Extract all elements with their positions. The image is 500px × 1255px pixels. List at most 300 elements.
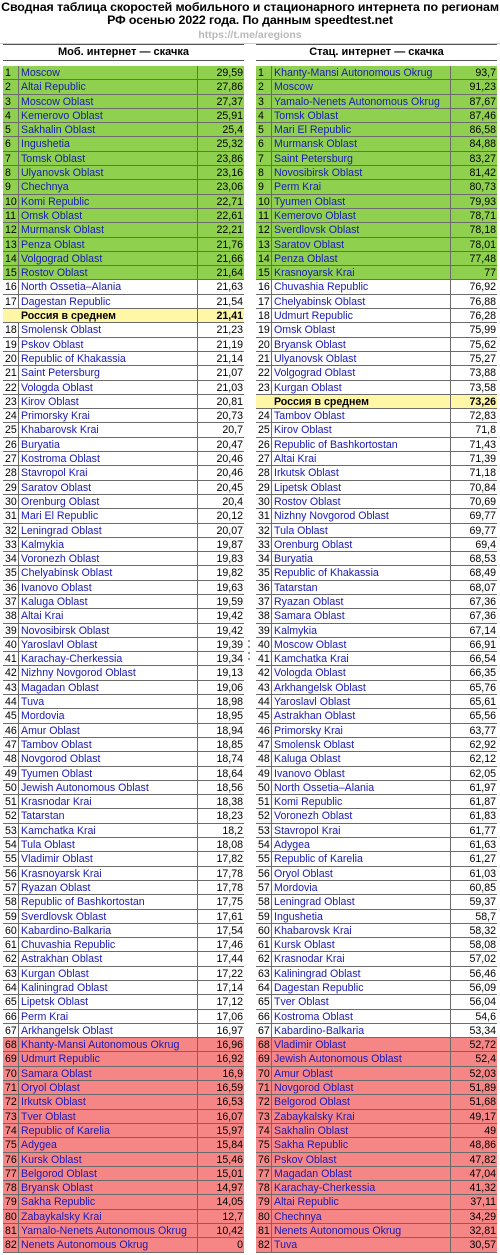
table-row xyxy=(256,495,497,509)
table-row xyxy=(256,581,497,595)
speed-cell: 16,9 xyxy=(222,1067,243,1080)
speed-cell: 61,03 xyxy=(469,867,496,880)
table-row xyxy=(256,152,497,166)
region-cell: Mari El Republic xyxy=(19,509,198,522)
rank-cell: 30 xyxy=(3,495,19,508)
speed-cell: 27,86 xyxy=(216,81,243,94)
rank-cell: 27 xyxy=(3,452,19,465)
rank-cell: 36 xyxy=(3,581,19,594)
table-row xyxy=(256,695,497,709)
region-cell: Sakhalin Oblast xyxy=(19,123,198,136)
speed-cell: 17,44 xyxy=(216,953,243,966)
region-cell: Irkutsk Oblast xyxy=(272,466,451,479)
rank-cell: 42 xyxy=(256,666,272,679)
speed-cell: 20,46 xyxy=(216,467,243,480)
rank-cell: 46 xyxy=(3,724,19,737)
rank-cell: 75 xyxy=(3,1138,19,1151)
speed-cell: 65,61 xyxy=(469,696,496,709)
region-cell: Tatarstan xyxy=(272,581,451,594)
region-cell: Lipetsk Oblast xyxy=(19,995,198,1008)
speed-cell: 65,76 xyxy=(469,681,496,694)
region-cell: Chuvashia Republic xyxy=(272,280,451,293)
region-cell: Krasnoyarsk Krai xyxy=(272,266,451,279)
table-row xyxy=(256,852,497,866)
region-cell: Kurgan Oblast xyxy=(19,967,198,980)
rank-cell: 10 xyxy=(3,195,19,208)
rank-cell: 17 xyxy=(256,295,272,308)
table-row xyxy=(3,595,244,609)
rank-cell: 2 xyxy=(3,80,19,93)
rank-cell: 49 xyxy=(256,767,272,780)
region-cell: Kalmykia xyxy=(19,538,198,551)
region-cell: Nizhny Novgorod Oblast xyxy=(272,509,451,522)
region-cell: Sakhalin Oblast xyxy=(272,1124,451,1137)
speed-cell: 51,68 xyxy=(469,1096,496,1109)
rank-cell: 29 xyxy=(3,481,19,494)
rank-cell: 70 xyxy=(256,1067,272,1080)
rank-cell: 21 xyxy=(256,352,272,365)
region-cell: Perm Krai xyxy=(272,180,451,193)
speed-cell: 18,94 xyxy=(216,724,243,737)
table-row xyxy=(256,609,497,623)
table-row xyxy=(256,423,497,437)
region-cell: Astrakhan Oblast xyxy=(19,952,198,965)
rank-cell: 79 xyxy=(256,1195,272,1208)
rank-cell: 64 xyxy=(256,981,272,994)
speed-cell: 0 xyxy=(237,1239,243,1252)
table-row xyxy=(256,952,497,966)
rank-cell: 47 xyxy=(256,738,272,751)
region-cell: Dagestan Republic xyxy=(19,295,198,308)
table-row xyxy=(256,1124,497,1138)
speed-cell: 37,11 xyxy=(470,1196,496,1209)
region-cell: Nenets Autonomous Okrug xyxy=(272,1224,451,1237)
rank-cell: 6 xyxy=(3,137,19,150)
speed-cell: 61,83 xyxy=(469,810,496,823)
table-row xyxy=(3,180,244,194)
region-cell: Murmansk Oblast xyxy=(19,223,198,236)
speed-cell: 66,91 xyxy=(469,638,496,651)
speed-cell: 12,7 xyxy=(222,1210,243,1223)
table-row xyxy=(3,566,244,580)
table-row xyxy=(256,824,497,838)
table-row xyxy=(3,881,244,895)
table-row xyxy=(256,338,497,352)
rank-cell xyxy=(256,395,272,408)
table-row xyxy=(256,524,497,538)
rank-cell: 74 xyxy=(3,1124,19,1137)
table-row xyxy=(3,1210,244,1224)
speed-cell: 20,73 xyxy=(216,410,243,423)
region-cell: Vologda Oblast xyxy=(19,381,198,394)
speed-cell: 52,72 xyxy=(469,1039,496,1052)
rank-cell: 35 xyxy=(256,566,272,579)
table-row xyxy=(256,895,497,909)
region-cell: Volgograd Oblast xyxy=(272,366,451,379)
table-row xyxy=(256,981,497,995)
speed-cell: 62,92 xyxy=(469,738,496,751)
table-row xyxy=(3,1138,244,1152)
table-row xyxy=(256,767,497,781)
region-cell: Krasnoyarsk Krai xyxy=(19,867,198,880)
speed-cell: 61,63 xyxy=(469,839,496,852)
speed-cell: 79,93 xyxy=(469,195,496,208)
region-cell: Chuvashia Republic xyxy=(19,938,198,951)
region-cell: Kostroma Oblast xyxy=(19,452,198,465)
table-row xyxy=(3,552,244,566)
rank-cell: 57 xyxy=(256,881,272,894)
speed-cell: 68,07 xyxy=(469,581,496,594)
speed-cell: 87,46 xyxy=(469,109,496,122)
table-row xyxy=(256,66,497,80)
table-row xyxy=(256,795,497,809)
rank-cell: 22 xyxy=(3,381,19,394)
table-row xyxy=(3,824,244,838)
table-row xyxy=(256,1224,497,1238)
region-cell: Tver Oblast xyxy=(272,995,451,1008)
speed-cell: 73,58 xyxy=(469,381,496,394)
table-row xyxy=(256,323,497,337)
average-row xyxy=(256,395,497,409)
rank-cell: 2 xyxy=(256,80,272,93)
rank-cell: 57 xyxy=(3,881,19,894)
rank-cell: 67 xyxy=(3,1024,19,1037)
region-cell: Saint Petersburg xyxy=(272,152,451,165)
region-cell: Kursk Oblast xyxy=(272,938,451,951)
region-cell: Samara Oblast xyxy=(19,1067,198,1080)
speed-cell: 22,71 xyxy=(216,195,243,208)
speed-cell: 67,36 xyxy=(469,595,496,608)
region-cell: Tyumen Oblast xyxy=(19,767,198,780)
region-cell: Krasnodar Krai xyxy=(272,952,451,965)
table-row xyxy=(256,752,497,766)
rank-cell: 38 xyxy=(256,609,272,622)
region-cell: Adygea xyxy=(272,838,451,851)
rank-cell: 1 xyxy=(256,66,272,79)
rank-cell: 24 xyxy=(3,409,19,422)
rank-cell: 82 xyxy=(3,1238,19,1251)
table-row xyxy=(256,924,497,938)
table-row xyxy=(3,838,244,852)
rank-cell: 80 xyxy=(3,1210,19,1223)
region-cell: Murmansk Oblast xyxy=(272,137,451,150)
rank-cell: 53 xyxy=(3,824,19,837)
table-row xyxy=(256,938,497,952)
speed-cell: 49 xyxy=(484,1124,496,1137)
region-cell: Kaluga Oblast xyxy=(272,752,451,765)
table-row xyxy=(256,809,497,823)
fixed-download-table xyxy=(256,44,497,1253)
table-row xyxy=(256,352,497,366)
speed-cell: 80,73 xyxy=(469,181,496,194)
region-cell: Novosibirsk Oblast xyxy=(272,166,451,179)
region-cell: Penza Oblast xyxy=(272,252,451,265)
rank-cell: 15 xyxy=(3,266,19,279)
region-cell: Moscow xyxy=(272,80,451,93)
rank-cell: 14 xyxy=(256,252,272,265)
region-cell: Novgorod Oblast xyxy=(19,752,198,765)
table-row xyxy=(3,395,244,409)
rank-cell: 55 xyxy=(3,852,19,865)
rank-cell: 21 xyxy=(3,366,19,379)
region-cell: Buryatia xyxy=(19,438,198,451)
table-row xyxy=(3,495,244,509)
average-row xyxy=(3,309,244,323)
rank-cell: 16 xyxy=(256,280,272,293)
speed-cell: 58,7 xyxy=(475,910,496,923)
region-cell: Kabardino-Balkaria xyxy=(19,924,198,937)
speed-cell: 87,67 xyxy=(469,95,496,108)
table-row xyxy=(256,266,497,280)
table-row xyxy=(3,1095,244,1109)
speed-cell: 18,56 xyxy=(216,781,243,794)
rank-cell: 47 xyxy=(3,738,19,751)
table-row xyxy=(3,538,244,552)
rank-cell: 4 xyxy=(3,109,19,122)
rank-cell: 81 xyxy=(256,1224,272,1237)
region-cell: Россия в среднем xyxy=(272,395,451,408)
region-cell: Kaliningrad Oblast xyxy=(19,981,198,994)
speed-cell: 17,06 xyxy=(216,1010,243,1023)
speed-cell: 19,42 xyxy=(216,624,243,637)
table-row xyxy=(256,209,497,223)
region-cell: Nizhny Novgorod Oblast xyxy=(19,666,198,679)
region-cell: Oryol Oblast xyxy=(272,867,451,880)
rank-cell: 7 xyxy=(3,152,19,165)
rank-cell: 11 xyxy=(256,209,272,222)
region-cell: Pskov Oblast xyxy=(19,338,198,351)
region-cell: Tambov Oblast xyxy=(19,738,198,751)
speed-cell: 71,18 xyxy=(469,467,496,480)
table-row xyxy=(256,867,497,881)
speed-cell: 20,07 xyxy=(216,524,243,537)
speed-cell: 70,69 xyxy=(469,495,496,508)
speed-cell: 58,32 xyxy=(469,924,496,937)
rank-cell: 31 xyxy=(256,509,272,522)
speed-cell: 17,22 xyxy=(216,967,243,980)
table-row xyxy=(256,466,497,480)
region-cell: Khanty-Mansi Autonomous Okrug xyxy=(272,66,451,79)
table-row xyxy=(3,1195,244,1209)
region-cell: Mari El Republic xyxy=(272,123,451,136)
rank-cell: 40 xyxy=(3,638,19,651)
rank-cell: 60 xyxy=(3,924,19,937)
table-row xyxy=(3,1038,244,1052)
speed-cell: 61,27 xyxy=(469,853,496,866)
region-cell: Irkutsk Oblast xyxy=(19,1095,198,1108)
table-row xyxy=(256,137,497,151)
rank-cell: 24 xyxy=(256,409,272,422)
speed-cell: 83,27 xyxy=(469,152,496,165)
table-row xyxy=(3,438,244,452)
region-cell: Kostroma Oblast xyxy=(272,1010,451,1023)
rank-cell: 41 xyxy=(256,652,272,665)
region-cell: Orenburg Oblast xyxy=(19,495,198,508)
table-row xyxy=(256,1052,497,1066)
table-row xyxy=(256,95,497,109)
region-cell: Smolensk Oblast xyxy=(19,323,198,336)
rank-cell: 62 xyxy=(256,952,272,965)
rank-cell: 44 xyxy=(256,695,272,708)
table-row xyxy=(3,967,244,981)
table-row xyxy=(256,652,497,666)
region-cell: Udmurt Republic xyxy=(272,309,451,322)
speed-cell: 68,49 xyxy=(469,567,496,580)
speed-cell: 23,06 xyxy=(216,181,243,194)
table-row xyxy=(3,381,244,395)
rank-cell: 11 xyxy=(3,209,19,222)
speed-cell: 52,03 xyxy=(469,1067,496,1080)
table-row xyxy=(3,952,244,966)
table-row xyxy=(256,1153,497,1167)
rank-cell: 27 xyxy=(256,452,272,465)
speed-cell: 29,59 xyxy=(216,67,243,79)
rank-cell: 28 xyxy=(256,466,272,479)
table-row xyxy=(256,910,497,924)
region-cell: Karachay-Cherkessia xyxy=(19,652,198,665)
table-row xyxy=(256,1010,497,1024)
speed-cell: 16,96 xyxy=(216,1039,243,1052)
region-cell: Omsk Oblast xyxy=(272,323,451,336)
table-row xyxy=(256,552,497,566)
region-cell: Krasnodar Krai xyxy=(19,795,198,808)
region-cell: Rostov Oblast xyxy=(19,266,198,279)
rank-cell: 68 xyxy=(3,1038,19,1051)
speed-cell: 19,13 xyxy=(216,667,243,680)
table-row xyxy=(3,524,244,538)
speed-cell: 16,97 xyxy=(216,1024,243,1037)
region-cell: Magadan Oblast xyxy=(272,1167,451,1180)
rank-cell: 62 xyxy=(3,952,19,965)
channel-link[interactable]: https://t.me/aregions xyxy=(198,29,302,41)
region-cell: Tomsk Oblast xyxy=(272,109,451,122)
rank-cell: 12 xyxy=(3,223,19,236)
rank-cell: 66 xyxy=(256,1010,272,1023)
rank-cell: 29 xyxy=(256,481,272,494)
region-cell: Tuva xyxy=(272,1238,451,1251)
rank-cell: 45 xyxy=(256,709,272,722)
region-cell: Volgograd Oblast xyxy=(19,252,198,265)
speed-cell: 69,77 xyxy=(469,510,496,523)
speed-cell: 52,4 xyxy=(475,1053,496,1066)
rank-cell: 41 xyxy=(3,652,19,665)
speed-cell: 76,28 xyxy=(469,310,496,323)
table-row xyxy=(3,1167,244,1181)
speed-cell: 91,23 xyxy=(469,81,496,94)
region-cell: Udmurt Republic xyxy=(19,1052,198,1065)
table-row xyxy=(3,166,244,180)
region-cell: Ingushetia xyxy=(272,910,451,923)
region-cell: Republic of Karelia xyxy=(19,1124,198,1137)
table-row xyxy=(3,1024,244,1038)
region-cell: Chelyabinsk Oblast xyxy=(272,295,451,308)
region-cell: Orenburg Oblast xyxy=(272,538,451,551)
table-row xyxy=(3,666,244,680)
table-row xyxy=(3,638,244,652)
speed-cell: 20,47 xyxy=(216,438,243,451)
rank-cell: 56 xyxy=(3,867,19,880)
speed-cell: 21,19 xyxy=(216,338,243,351)
speed-cell: 76,92 xyxy=(469,281,496,294)
rank-cell: 82 xyxy=(256,1238,272,1251)
table-row xyxy=(256,252,497,266)
rank-cell: 37 xyxy=(3,595,19,608)
rank-cell: 19 xyxy=(3,338,19,351)
speed-cell: 21,64 xyxy=(216,267,243,280)
table-row xyxy=(256,595,497,609)
rank-cell: 50 xyxy=(3,781,19,794)
rank-cell: 65 xyxy=(3,995,19,1008)
table-row xyxy=(3,209,244,223)
table-row xyxy=(256,195,497,209)
table-row xyxy=(256,967,497,981)
rank-cell: 61 xyxy=(3,938,19,951)
table-row xyxy=(3,895,244,909)
region-cell: Samara Oblast xyxy=(272,609,451,622)
table-row xyxy=(256,438,497,452)
rank-cell: 19 xyxy=(256,323,272,336)
rank-cell: 8 xyxy=(3,166,19,179)
fixed-table-body xyxy=(256,66,497,1253)
table-row xyxy=(256,295,497,309)
speed-cell: 18,85 xyxy=(216,738,243,751)
region-cell: Tula Oblast xyxy=(19,838,198,851)
table-row xyxy=(256,1195,497,1209)
rank-cell: 78 xyxy=(256,1181,272,1194)
speed-cell: 30,57 xyxy=(469,1239,496,1252)
region-cell: Astrakhan Oblast xyxy=(272,709,451,722)
region-cell: Dagestan Republic xyxy=(272,981,451,994)
rank-cell: 9 xyxy=(3,180,19,193)
table-row xyxy=(256,223,497,237)
table-row xyxy=(3,738,244,752)
speed-cell: 63,77 xyxy=(469,724,496,737)
speed-cell: 47,04 xyxy=(469,1167,496,1180)
table-row xyxy=(256,724,497,738)
rank-cell: 55 xyxy=(256,852,272,865)
rank-cell: 37 xyxy=(256,595,272,608)
rank-cell: 58 xyxy=(256,895,272,908)
rank-cell: 16 xyxy=(3,280,19,293)
rank-cell: 65 xyxy=(256,995,272,1008)
rank-cell: 54 xyxy=(3,838,19,851)
table-row xyxy=(3,695,244,709)
speed-cell: 75,62 xyxy=(469,338,496,351)
region-cell: Saint Petersburg xyxy=(19,366,198,379)
rank-cell: 34 xyxy=(3,552,19,565)
table-row xyxy=(256,1067,497,1081)
table-row xyxy=(3,80,244,94)
table-row xyxy=(256,1110,497,1124)
rank-cell: 15 xyxy=(256,266,272,279)
table-row xyxy=(3,238,244,252)
table-row xyxy=(3,195,244,209)
table-row xyxy=(3,938,244,952)
table-row xyxy=(3,681,244,695)
table-row xyxy=(3,109,244,123)
rank-cell: 36 xyxy=(256,581,272,594)
speed-cell: 75,99 xyxy=(469,324,496,337)
region-cell: Moscow xyxy=(19,66,198,79)
table-row xyxy=(3,123,244,137)
region-cell: Mordovia xyxy=(19,709,198,722)
speed-cell: 25,32 xyxy=(216,138,243,151)
region-cell: Sverdlovsk Oblast xyxy=(272,223,451,236)
rank-cell: 54 xyxy=(256,838,272,851)
region-cell: Kamchatka Krai xyxy=(272,652,451,665)
region-cell: Yamalo-Nenets Autonomous Okrug xyxy=(19,1224,198,1237)
region-cell: Zabaykalsky Krai xyxy=(19,1210,198,1223)
